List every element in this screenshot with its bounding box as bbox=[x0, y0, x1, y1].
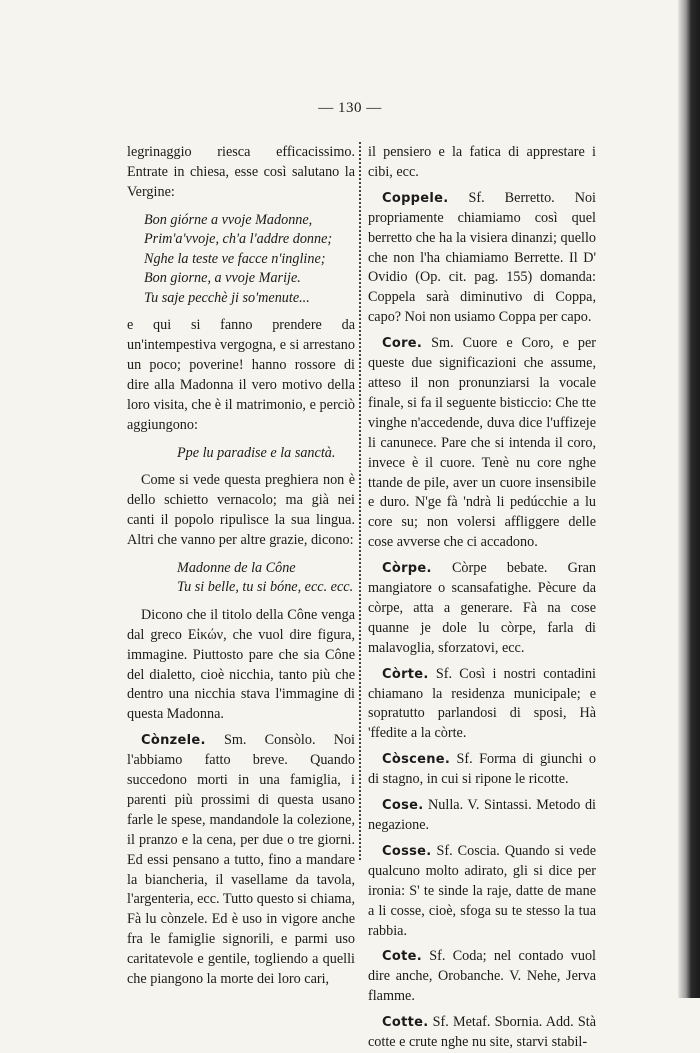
dictionary-entry bbox=[368, 1013, 596, 1053]
entry-text: Sm. Cuore e Coro, e per queste due significazioni che assume, atteso il non pronunziarsi la vocale finale, si fa il seguente bisticcio: Che tte vinghe n'accedende, duva dice l'uffizeje li canunece. Pare che si intenda il coro, invece è il cuore. Tenè nu core nghe ttande de pile, aver un cuore insensibile e duro. N'ge fà 'ndrà li pedúcchie a lu core su; non volersi affliggere delle cose avverse che ci accadono. bbox=[368, 335, 596, 551]
verse-block bbox=[144, 211, 355, 309]
dictionary-entry bbox=[368, 796, 596, 836]
dictionary-entry bbox=[368, 842, 596, 942]
headword: Cònzele. bbox=[141, 733, 206, 749]
verse-block bbox=[177, 559, 355, 598]
entry-text: Sf. Berretto. Noi propriamente chiamiamo così quel berretto che ha la visiera dinanzi; quello che non l'ha chiamiamo Berrette. Il D' Ovidio (Op. cit. pag. 155) domanda: Coppela sarà diminutivo di Coppa, capo? Noi non usiamo Coppa per capo. bbox=[368, 189, 596, 326]
verse-line: Nghe la teste ve facce n'ingline; bbox=[144, 250, 326, 267]
headword: Coppele. bbox=[382, 190, 449, 206]
verse-block bbox=[177, 444, 355, 464]
verse-line: Tu saje pecchè ji so'menute... bbox=[144, 289, 310, 306]
page-number: — 130 — bbox=[318, 100, 382, 116]
verse-line: Bon giorne, a vvoje Marije. bbox=[144, 270, 301, 287]
entry-text: Sm. Consòlo. Noi l'abbiamo fatto breve. Quando succedono morti in una famiglia, i parenti più prossimi di questa usano farle le spese, mandandole la colezione, il pranzo e la cena, per due o tre giorni. Ed essi pensano a tutto, fino a mandare la biancheria, il vasellame da tavola, l'argenteria, ecc. Tutto questo si chiama, Fà lu cònzele. Ed è uso in vigore anche fra le famiglie signorili, e parmi uso caritatevole e gentile, togliendo a quelli che piangono la morte dei loro cari, bbox=[127, 732, 355, 988]
right-column bbox=[368, 143, 596, 1053]
paragraph: Come si vede questa preghiera non è dello schietto vernacolo; ma già nei canti il popolo ripulisce la sua lingua. Altri che vanno per altre grazie, dicono: bbox=[127, 472, 355, 548]
entry-text: Còrpe bebate. Gran mangiatore o scansafatighe. Pècure da còrpe, atta a generare. Fà na cose quanne je dole lu còrpe, farla di malavoglia, sforzatovi, ecc. bbox=[368, 560, 596, 656]
dictionary-entry bbox=[368, 665, 596, 745]
verse-line: Ppe lu paradise e la sanctà. bbox=[177, 444, 336, 461]
verse-line: Madonne de la Cône bbox=[177, 559, 296, 576]
entry-text: Sf. Coda; nel contado vuol dire anche, Orobanche. V. Nehe, Jerva flamme. bbox=[368, 948, 596, 1005]
headword: Cote. bbox=[382, 949, 422, 965]
verse-line: Prim'a'vvoje, ch'a l'addre donne; bbox=[144, 231, 333, 248]
headword: Cotte. bbox=[382, 1015, 429, 1031]
paragraph: il pensiero e la fatica di apprestare i cibi, ecc. bbox=[368, 144, 596, 180]
left-column bbox=[127, 143, 355, 990]
headword: Còscene. bbox=[382, 752, 451, 768]
dictionary-entry bbox=[368, 947, 596, 1007]
dictionary-entry bbox=[368, 559, 596, 659]
column-divider bbox=[359, 142, 363, 860]
page-edge-shadow bbox=[678, 0, 700, 998]
headword: Còrte. bbox=[382, 666, 429, 682]
headword: Core. bbox=[382, 336, 423, 352]
dictionary-entry bbox=[127, 731, 355, 990]
verse-line: Tu si belle, tu si bóne, ecc. ecc. bbox=[177, 579, 354, 596]
dictionary-entry bbox=[368, 189, 596, 328]
paragraph: legrinaggio riesca efficacissimo. Entrate in chiesa, esse così salutano la Vergine: bbox=[127, 144, 355, 200]
entry-text: Sf. Così i nostri contadini chiamano la residenza municipale; e sopratutto parlandosi di sposi, Hà 'ffedite a la còrte. bbox=[368, 665, 596, 742]
entry-text: Sf. Metaf. Sbornia. Add. Stà cotte e crute nghe nu site, starvi stabil- bbox=[368, 1014, 596, 1051]
entry-text: Sf. Forma di giunchi o di stagno, in cui si ripone le ricotte. bbox=[368, 751, 596, 788]
headword: Cose. bbox=[382, 798, 424, 814]
dictionary-entry bbox=[368, 750, 596, 790]
paragraph: Dicono che il titolo della Cône venga dal greco Εἰκών, che vuol dire figura, immagine. Piuttosto pare che sia Cône del dialetto, cioè nicchia, tanto più che dentro una nicchia stava l'immagine di questa Madonna. bbox=[127, 606, 355, 723]
headword: Cosse. bbox=[382, 843, 432, 859]
dictionary-entry bbox=[368, 334, 596, 553]
paragraph: e qui si fanno prendere da un'intempestiva vergogna, e si arrestano un poco; poverine! hanno rossore di dire alla Madonna il vero motivo della loro visita, che è il matrimonio, e perciò aggiungono: bbox=[127, 317, 355, 433]
entry-text: Nulla. V. Sintassi. Metodo di negazione. bbox=[368, 797, 596, 833]
entry-text: Sf. Coscia. Quando si vede qualcuno molto adirato, gli si dice per ironia: S' te sinde la raje, datte de mane a li cosse, cioè, sfoga su te stesso la tua rabbia. bbox=[368, 842, 596, 939]
headword: Còrpe. bbox=[382, 561, 432, 577]
verse-line: Bon giórne a vvoje Madonne, bbox=[144, 211, 313, 228]
